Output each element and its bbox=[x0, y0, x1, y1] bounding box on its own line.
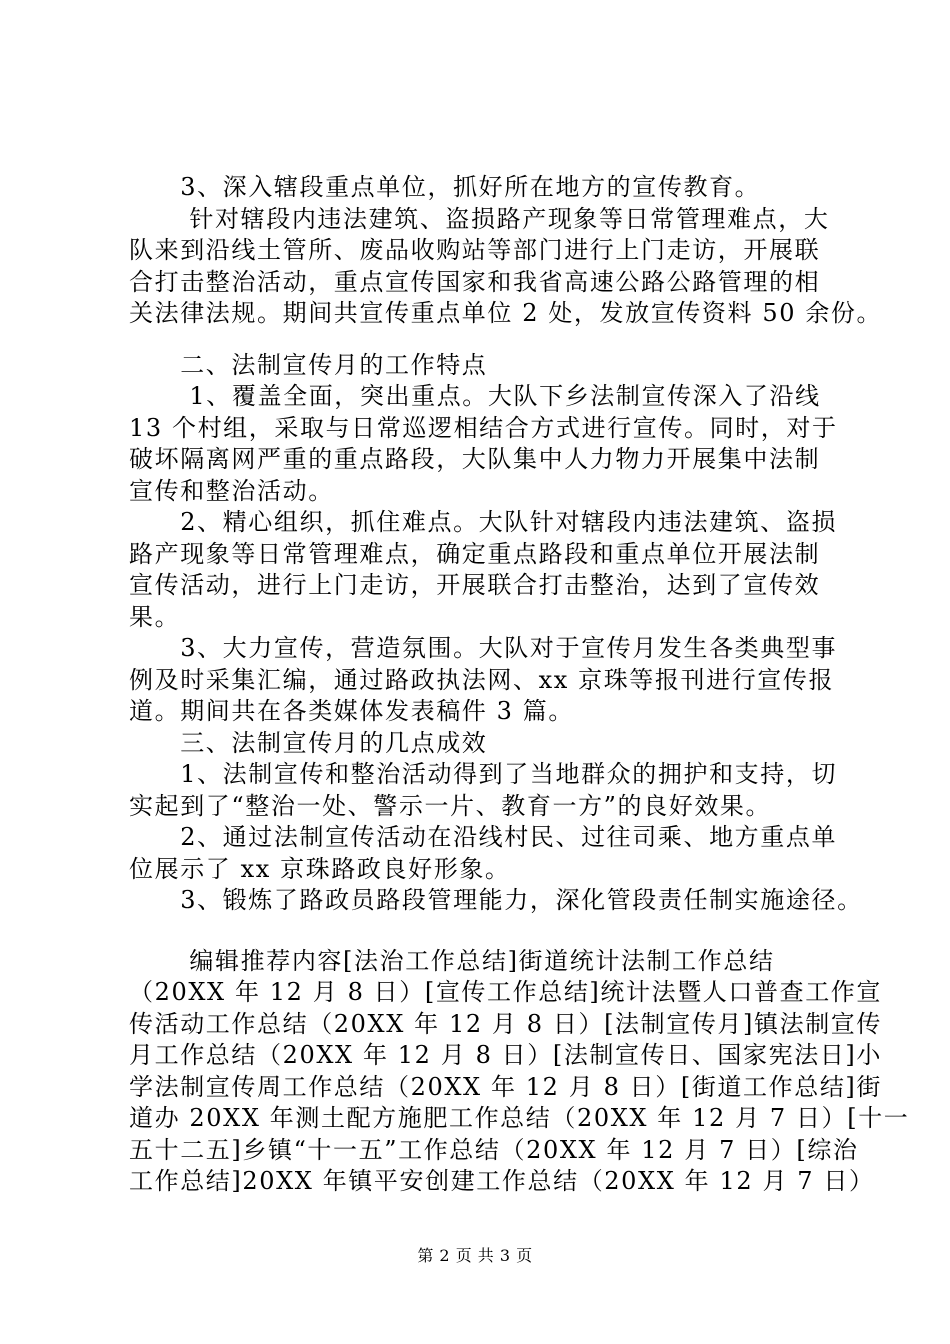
section-features-and-results bbox=[129, 350, 863, 917]
text-line: 破坏隔离网严重的重点路段，大队集中人力物力开展集中法制 bbox=[129, 445, 821, 473]
text-line: 3、锻炼了路政员路段管理能力，深化管段责任制实施途径。 bbox=[129, 886, 863, 914]
section-key-units bbox=[129, 172, 883, 330]
text-line: 队来到沿线土管所、废品收购站等部门进行上门走访，开展联 bbox=[129, 236, 821, 264]
text-line: 13 个村组，采取与日常巡逻相结合方式进行宣传。同时，对于 bbox=[129, 413, 838, 442]
text-line: 工作总结]20XX 年镇平安创建工作总结（20XX 年 12 月 7 日） bbox=[129, 1167, 875, 1195]
paragraph-gap bbox=[129, 917, 854, 946]
text-line: （20XX 年 12 月 8 日）[宣传工作总结]统计法暨人口普查工作宣 bbox=[129, 978, 882, 1006]
section-heading: 三、法制宣传月的几点成效 bbox=[129, 728, 488, 757]
document-body bbox=[129, 172, 910, 1198]
text-line: 2、通过法制宣传活动在沿线村民、过往司乘、地方重点单 bbox=[129, 823, 838, 851]
text-line: 1、法制宣传和整治活动得到了当地群众的拥护和支持，切 bbox=[129, 760, 838, 788]
text-line: 学法制宣传周工作总结（20XX 年 12 月 8 日）[街道工作总结]街 bbox=[129, 1072, 882, 1101]
text-line: 编辑推荐内容[法治工作总结]街道统计法制工作总结 bbox=[129, 946, 775, 975]
section-heading: 二、法制宣传月的工作特点 bbox=[129, 350, 488, 379]
text-line: 位展示了 xx 京珠路政良好形象。 bbox=[129, 854, 511, 883]
text-line: 2、精心组织，抓住难点。大队针对辖段内违法建筑、盗损 bbox=[129, 508, 838, 536]
text-line: 针对辖段内违法建筑、盗损路产现象等日常管理难点，大 bbox=[129, 204, 830, 233]
text-line: 宣传和整治活动。 bbox=[129, 476, 334, 505]
text-line: 月工作总结（20XX 年 12 月 8 日）[法制宣传日、国家宪法日]小 bbox=[129, 1041, 882, 1069]
text-line: 合打击整治活动，重点宣传国家和我省高速公路公路管理的相 bbox=[129, 267, 821, 296]
text-line: 3、大力宣传，营造氛围。大队对于宣传月发生各类典型事 bbox=[129, 634, 838, 662]
text-line: 路产现象等日常管理难点，确定重点路段和重点单位开展法制 bbox=[129, 539, 821, 568]
text-line: 果。 bbox=[129, 602, 181, 631]
text-line: 例及时采集汇编，通过路政执法网、xx 京珠等报刊进行宣传报 bbox=[129, 665, 835, 694]
text-line: 传活动工作总结（20XX 年 12 月 8 日）[法制宣传月]镇法制宣传 bbox=[129, 1009, 882, 1038]
text-line: 五十二五]乡镇“十一五”工作总结（20XX 年 12 月 7 日）[综治 bbox=[129, 1135, 859, 1164]
section-recommended-content bbox=[129, 946, 910, 1198]
text-line: 实起到了“整治一处、警示一片、教育一方”的良好效果。 bbox=[129, 791, 772, 820]
text-line: 3、深入辖段重点单位，抓好所在地方的宣传教育。 bbox=[129, 173, 761, 201]
text-line: 道办 20XX 年测土配方施肥工作总结（20XX 年 12 月 7 日）[十一 bbox=[129, 1104, 910, 1132]
text-line: 宣传活动，进行上门走访，开展联合打击整治，达到了宣传效 bbox=[129, 571, 821, 599]
text-line: 道。期间共在各类媒体发表稿件 3 篇。 bbox=[129, 697, 574, 725]
page-footer bbox=[0, 1246, 950, 1266]
text-line: 1、覆盖全面，突出重点。大队下乡法制宣传深入了沿线 bbox=[129, 382, 821, 410]
paragraph-gap bbox=[129, 330, 854, 350]
text-line: 关法律法规。期间共宣传重点单位 2 处，发放宣传资料 50 余份。 bbox=[129, 299, 883, 327]
page-number: 第 2 页 共 3 页 bbox=[417, 1246, 533, 1265]
